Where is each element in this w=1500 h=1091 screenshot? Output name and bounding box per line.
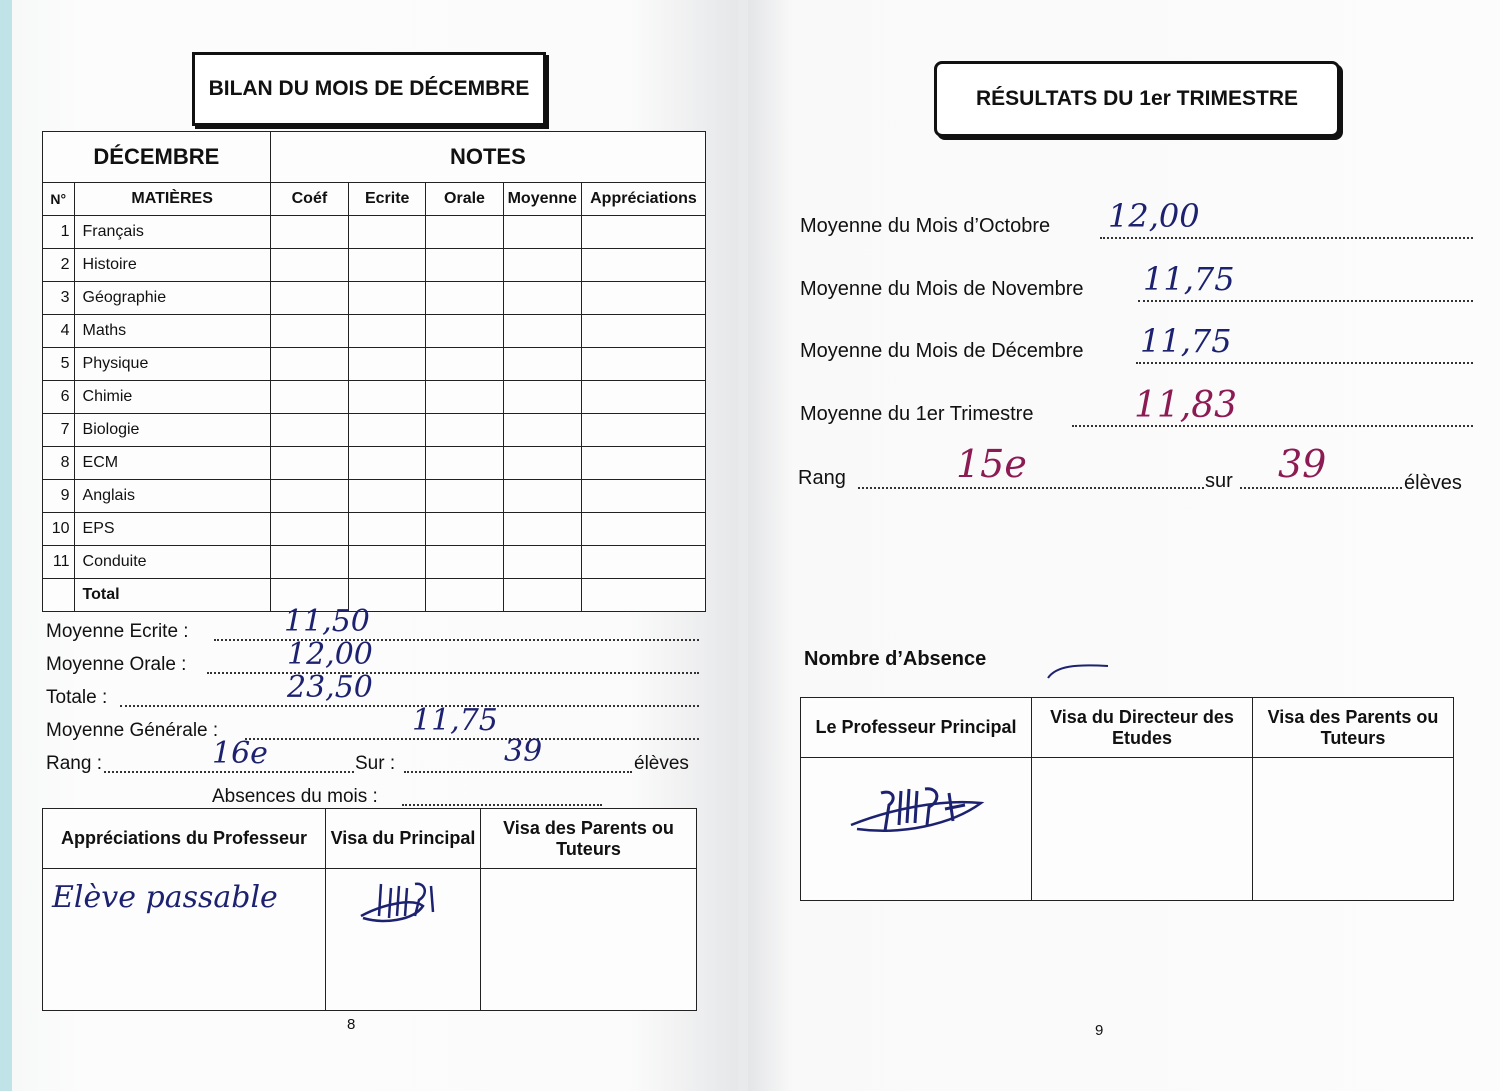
sur-value: 39 xyxy=(504,734,543,769)
trimester-line-label: Moyenne du Mois d’Octobre xyxy=(800,215,1051,237)
right-visa-table xyxy=(800,697,1454,901)
grade-cell xyxy=(426,447,503,480)
table-row xyxy=(43,249,706,282)
moyenne-ecrite-label: Moyenne Ecrite : xyxy=(46,621,189,642)
column-header: MATIÈRES xyxy=(74,183,270,216)
sur-value-right: 39 xyxy=(1278,442,1327,486)
trimester-line-label: Moyenne du 1er Trimestre xyxy=(800,403,1034,425)
page-number-right: 9 xyxy=(1095,1022,1104,1039)
row-number: 2 xyxy=(43,249,75,282)
grade-cell xyxy=(581,513,705,546)
grade-cell xyxy=(270,315,348,348)
table-row xyxy=(43,447,706,480)
subject-name: EPS xyxy=(74,513,270,546)
subject-name: Géographie xyxy=(74,282,270,315)
grade-cell xyxy=(270,513,348,546)
dotted-line xyxy=(1240,487,1402,489)
left-visa-table xyxy=(42,808,697,1011)
column-header: Orale xyxy=(426,183,503,216)
grade-cell xyxy=(503,513,581,546)
grade-cell xyxy=(426,381,503,414)
moyenne-generale-value: 11,75 xyxy=(412,703,498,738)
row-number: 7 xyxy=(43,414,75,447)
moyenne-orale-value: 12,00 xyxy=(287,637,373,672)
grade-cell xyxy=(349,513,426,546)
grade-cell xyxy=(581,282,705,315)
grade-cell xyxy=(426,414,503,447)
column-header: Appréciations xyxy=(581,183,705,216)
month-header: DÉCEMBRE xyxy=(43,132,271,183)
grade-cell xyxy=(503,216,581,249)
grade-cell xyxy=(581,546,705,579)
professeur-signature xyxy=(831,769,1001,849)
table-row xyxy=(43,480,706,513)
grade-cell xyxy=(581,315,705,348)
table-row xyxy=(43,381,706,414)
row-number: 8 xyxy=(43,447,75,480)
totale-label: Totale : xyxy=(46,687,108,708)
trimester-title: RÉSULTATS DU 1er TRIMESTRE xyxy=(934,61,1340,137)
visa-parents-header: Visa des Parents ou Tuteurs xyxy=(481,809,697,869)
table-row xyxy=(43,546,706,579)
table-row xyxy=(43,513,706,546)
december-grades-table xyxy=(42,131,706,612)
grade-cell xyxy=(349,546,426,579)
grade-cell xyxy=(503,249,581,282)
grade-cell xyxy=(349,480,426,513)
grade-cell xyxy=(581,414,705,447)
december-title: BILAN DU MOIS DE DÉCEMBRE xyxy=(192,52,546,126)
absence-dash xyxy=(1046,660,1116,680)
principal-signature xyxy=(353,876,453,931)
grade-cell xyxy=(426,546,503,579)
dotted-line xyxy=(858,487,1204,489)
dotted-line xyxy=(207,672,699,674)
trimester-line-value: 11,83 xyxy=(1134,385,1238,426)
dotted-line xyxy=(1072,425,1473,427)
grade-cell xyxy=(349,381,426,414)
rang-label: Rang : xyxy=(46,753,102,774)
grade-cell xyxy=(503,381,581,414)
grade-cell xyxy=(426,315,503,348)
grade-cell xyxy=(349,447,426,480)
visa-principal-header: Visa du Principal xyxy=(326,809,481,869)
professeur-principal-header: Le Professeur Principal xyxy=(801,698,1032,758)
trimester-line-label: Moyenne du Mois de Décembre xyxy=(800,340,1084,362)
totale-value: 23,50 xyxy=(287,670,373,705)
grade-cell xyxy=(503,447,581,480)
row-number: 5 xyxy=(43,348,75,381)
dotted-line xyxy=(402,804,602,806)
row-number: 4 xyxy=(43,315,75,348)
subject-name: Biologie xyxy=(74,414,270,447)
subject-name: Chimie xyxy=(74,381,270,414)
table-row xyxy=(43,348,706,381)
absences-label: Absences du mois : xyxy=(212,786,378,807)
rang-value-right: 15e xyxy=(956,442,1027,486)
subject-name: Histoire xyxy=(74,249,270,282)
grade-cell xyxy=(426,513,503,546)
column-header: Ecrite xyxy=(349,183,426,216)
grade-cell xyxy=(270,249,348,282)
grade-cell xyxy=(270,546,348,579)
grade-cell xyxy=(426,282,503,315)
appreciation-value: Elève passable xyxy=(52,880,278,915)
table-row xyxy=(43,216,706,249)
subject-name: Physique xyxy=(74,348,270,381)
eleves-label: élèves xyxy=(634,753,689,774)
dotted-line xyxy=(1138,300,1473,302)
subject-name: ECM xyxy=(74,447,270,480)
grade-cell xyxy=(426,480,503,513)
dotted-line xyxy=(1100,237,1473,239)
subject-name: Anglais xyxy=(74,480,270,513)
appreciations-header: Appréciations du Professeur xyxy=(43,809,326,869)
rang-label-right: Rang xyxy=(798,467,846,489)
rang-value: 16e xyxy=(212,736,268,771)
grade-cell xyxy=(270,348,348,381)
table-row xyxy=(43,315,706,348)
row-number: 9 xyxy=(43,480,75,513)
grade-cell xyxy=(503,282,581,315)
grade-cell xyxy=(270,216,348,249)
grade-cell xyxy=(503,315,581,348)
dotted-line xyxy=(120,705,699,707)
grade-cell xyxy=(349,249,426,282)
sur-label: Sur : xyxy=(355,753,396,774)
grade-cell xyxy=(581,348,705,381)
grade-cell xyxy=(503,546,581,579)
moyenne-generale-label: Moyenne Générale : xyxy=(46,720,219,741)
dotted-line xyxy=(245,738,699,740)
row-number: 6 xyxy=(43,381,75,414)
moyenne-ecrite-value: 11,50 xyxy=(284,604,370,639)
grade-cell xyxy=(349,315,426,348)
grade-cell xyxy=(581,447,705,480)
dotted-line xyxy=(104,771,354,773)
grade-cell xyxy=(426,249,503,282)
column-header: Coéf xyxy=(270,183,348,216)
grade-cell xyxy=(270,447,348,480)
grade-cell xyxy=(270,414,348,447)
trimester-line-value: 11,75 xyxy=(1140,322,1232,360)
left-page xyxy=(0,0,738,1091)
table-row xyxy=(43,282,706,315)
dotted-line xyxy=(1136,362,1473,364)
row-number: 3 xyxy=(43,282,75,315)
grade-cell xyxy=(349,348,426,381)
total-label: Total xyxy=(74,579,270,612)
grade-cell xyxy=(581,216,705,249)
grade-cell xyxy=(349,216,426,249)
grade-cell xyxy=(503,348,581,381)
sur-label-right: sur xyxy=(1205,470,1233,492)
subject-name: Français xyxy=(74,216,270,249)
grade-cell xyxy=(270,381,348,414)
grade-cell xyxy=(581,480,705,513)
visa-parents-right-header: Visa des Parents ou Tuteurs xyxy=(1253,698,1454,758)
column-header: N° xyxy=(43,183,75,216)
row-number: 1 xyxy=(43,216,75,249)
moyenne-orale-label: Moyenne Orale : xyxy=(46,654,187,675)
grade-cell xyxy=(270,480,348,513)
column-header: Moyenne xyxy=(503,183,581,216)
row-number: 11 xyxy=(43,546,75,579)
row-number: 10 xyxy=(43,513,75,546)
eleves-label-right: élèves xyxy=(1404,472,1462,494)
grade-cell xyxy=(503,480,581,513)
trimester-line-label: Moyenne du Mois de Novembre xyxy=(800,278,1084,300)
grade-cell xyxy=(426,348,503,381)
grade-cell xyxy=(503,414,581,447)
grade-cell xyxy=(349,414,426,447)
dotted-line xyxy=(404,771,632,773)
notes-header: NOTES xyxy=(270,132,705,183)
grade-cell xyxy=(581,249,705,282)
subject-name: Conduite xyxy=(74,546,270,579)
page-number-left: 8 xyxy=(347,1016,356,1033)
grade-cell xyxy=(426,216,503,249)
trimester-line-value: 11,75 xyxy=(1143,260,1235,298)
subject-name: Maths xyxy=(74,315,270,348)
grade-cell xyxy=(349,282,426,315)
trimester-line-value: 12,00 xyxy=(1108,197,1200,235)
absence-label: Nombre d’Absence xyxy=(804,648,987,670)
right-page xyxy=(748,0,1500,1091)
table-row xyxy=(43,414,706,447)
grade-cell xyxy=(270,282,348,315)
visa-directeur-header: Visa du Directeur des Etudes xyxy=(1032,698,1253,758)
grade-cell xyxy=(581,381,705,414)
